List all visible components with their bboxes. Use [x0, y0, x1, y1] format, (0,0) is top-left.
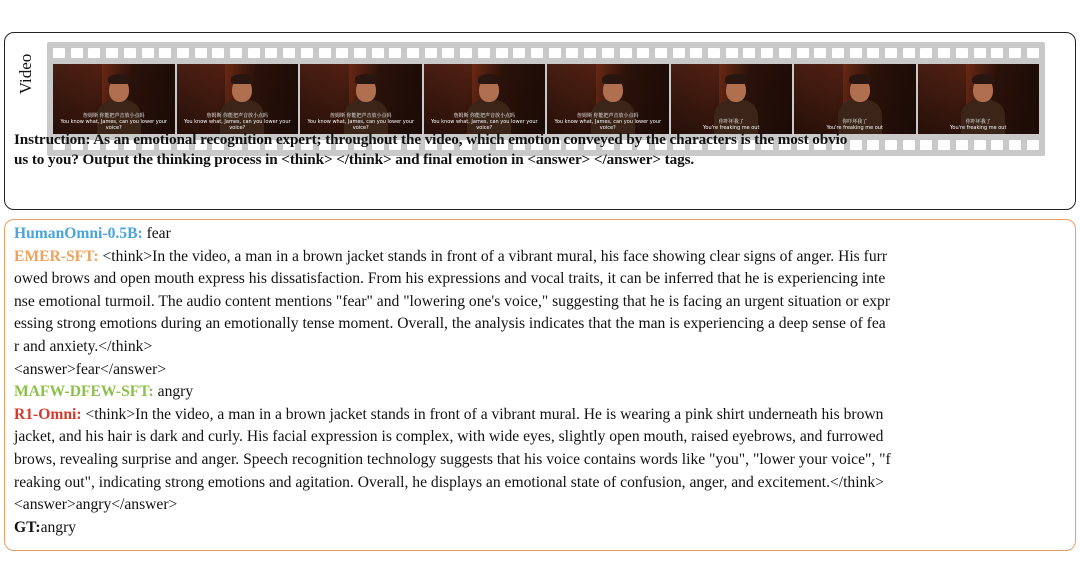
- frame-subtitle-cn: 詹姆斯 你能把声音放小点吗: [576, 113, 639, 119]
- sprocket-hole: [779, 48, 791, 58]
- sprocket-hole: [106, 48, 118, 58]
- sprocket-hole: [389, 48, 401, 58]
- response-text: <think>In the video, a man in a brown jacket stands in front of a vibrant mural, his face showing clear signs of anger. His furr: [98, 247, 888, 265]
- response-text: angry: [153, 383, 194, 401]
- frame-subtitle-en: You know what, James, can you lower your voice?: [430, 119, 538, 131]
- model-label-humanomni: HumanOmni-0.5B:: [14, 225, 143, 242]
- sprocket-hole: [159, 48, 171, 58]
- video-frame: [918, 64, 1040, 134]
- sprocket-hole: [956, 48, 968, 58]
- sprocket-hole: [708, 48, 720, 58]
- response-line: jacket, and his hair is dark and curly. His facial expression is complex, with wide eyes, slightly open mouth, raised eyebrows, and furrowed: [14, 428, 884, 446]
- video-frames: [53, 64, 1039, 134]
- frame-subtitle-cn: 你吓坏我了: [965, 119, 991, 125]
- sprocket-hole: [496, 48, 508, 58]
- filmstrip-sprocket-holes-top: [53, 48, 1039, 58]
- response-r1-omni: [14, 404, 1072, 427]
- frame-subtitle-cn: 你吓坏我了: [718, 119, 744, 125]
- sprocket-hole: [743, 48, 755, 58]
- frame-subtitle-en: You're freaking me out: [826, 125, 883, 131]
- instruction-line-1: Instruction: As an emotional recognition expert; throughout the video, which emotion conveyed by the characters is the most obvio: [14, 131, 848, 148]
- response-line: essing strong emotions during an emotionally tense moment. Overall, the analysis indicates that the man is experiencing a deep sense of fea: [14, 315, 886, 333]
- video-frame: [53, 64, 175, 134]
- sprocket-hole: [460, 48, 472, 58]
- sprocket-hole: [442, 48, 454, 58]
- frame-subtitle: [300, 113, 422, 131]
- sprocket-hole: [726, 48, 738, 58]
- sprocket-hole: [1009, 48, 1021, 58]
- frame-subtitle-cn: 詹姆斯 你能把声音放小点吗: [453, 113, 516, 119]
- sprocket-hole: [549, 48, 561, 58]
- sprocket-hole: [867, 48, 879, 58]
- sprocket-hole: [212, 48, 224, 58]
- frame-subtitle-en: You're freaking me out: [703, 125, 760, 131]
- response-answer: <answer>angry</answer>: [14, 496, 178, 514]
- sprocket-hole: [53, 48, 65, 58]
- response-line: nse emotional turmoil. The audio content mentions "fear" and "lowering one's voice," suggesting that he is facing an urgent situation or expr: [14, 292, 891, 310]
- sprocket-hole: [478, 48, 490, 58]
- sprocket-hole: [407, 48, 419, 58]
- response-line: r and anxiety.</think>: [14, 337, 153, 355]
- sprocket-hole: [797, 48, 809, 58]
- frame-subtitle-en: You're freaking me out: [950, 125, 1007, 131]
- sprocket-hole: [566, 48, 578, 58]
- frame-subtitle-cn: 你吓坏我了: [842, 119, 868, 125]
- sprocket-hole: [832, 48, 844, 58]
- video-frame: [671, 64, 793, 134]
- sprocket-hole: [974, 48, 986, 58]
- sprocket-hole: [637, 48, 649, 58]
- sprocket-hole: [425, 48, 437, 58]
- sprocket-hole: [265, 48, 277, 58]
- frame-subtitle-en: You know what, James, can you lower your voice?: [554, 119, 662, 131]
- instruction-text: [14, 130, 1069, 170]
- model-label-mafw-dfew-sft: MAFW-DFEW-SFT:: [14, 383, 154, 401]
- sprocket-hole: [319, 48, 331, 58]
- sprocket-hole: [71, 48, 83, 58]
- sprocket-hole: [513, 48, 525, 58]
- sprocket-hole: [938, 48, 950, 58]
- frame-subtitle-cn: 詹姆斯 你能把声音放小点吗: [329, 113, 392, 119]
- sprocket-hole: [195, 48, 207, 58]
- gt-value: angry: [40, 518, 77, 536]
- video-frame: [177, 64, 299, 134]
- response-emer-sft: [14, 246, 1072, 269]
- model-label-r1-omni: R1-Omni:: [14, 405, 82, 423]
- sprocket-hole: [850, 48, 862, 58]
- sprocket-hole: [690, 48, 702, 58]
- frame-subtitle: [424, 113, 546, 131]
- sprocket-hole: [903, 48, 915, 58]
- model-responses: [14, 223, 1072, 539]
- sprocket-hole: [248, 48, 260, 58]
- sprocket-hole: [531, 48, 543, 58]
- sprocket-hole: [177, 48, 189, 58]
- frame-subtitle-en: You know what, James, can you lower your voice?: [183, 119, 291, 131]
- sprocket-hole: [814, 48, 826, 58]
- video-frame: [547, 64, 669, 134]
- sprocket-hole: [584, 48, 596, 58]
- frame-subtitle-cn: 詹姆斯 你能把声音放小点吗: [206, 113, 269, 119]
- response-answer: <answer>fear</answer>: [14, 360, 167, 378]
- frame-subtitle: [547, 113, 669, 131]
- response-line: brows, revealing surprise and anger. Speech recognition technology suggests that his voice contains words like "you", "lower your voice", "f: [14, 450, 891, 468]
- response-line: owed brows and open mouth express his dissatisfaction. From his expressions and vocal traits, it can be inferred that he is experiencing inte: [14, 270, 886, 288]
- frame-subtitle-en: You know what, James, can you lower your voice?: [307, 119, 415, 131]
- video-frame: [794, 64, 916, 134]
- sprocket-hole: [301, 48, 313, 58]
- sprocket-hole: [920, 48, 932, 58]
- response-text: fear: [142, 225, 171, 242]
- sprocket-hole: [620, 48, 632, 58]
- video-label: Video: [16, 53, 35, 95]
- frame-subtitle: [177, 113, 299, 131]
- video-frame: [424, 64, 546, 134]
- ground-truth: [14, 517, 1072, 540]
- instruction-line-2: us to you? Output the thinking process in <think> </think> and final emotion in <answer> </answer> tags.: [14, 151, 695, 168]
- sprocket-hole: [230, 48, 242, 58]
- sprocket-hole: [761, 48, 773, 58]
- sprocket-hole: [142, 48, 154, 58]
- sprocket-hole: [283, 48, 295, 58]
- sprocket-hole: [673, 48, 685, 58]
- frame-subtitle: [53, 113, 175, 131]
- sprocket-hole: [602, 48, 614, 58]
- response-line: reaking out", indicating strong emotions and agitation. Overall, he displays an emotional state of confusion, anger, and excitement.</think>: [14, 473, 884, 491]
- sprocket-hole: [1027, 48, 1039, 58]
- response-text: <think>In the video, a man in a brown jacket stands in front of a vibrant mural. He is wearing a pink shirt underneath his brown: [81, 405, 884, 423]
- sprocket-hole: [991, 48, 1003, 58]
- sprocket-hole: [124, 48, 136, 58]
- sprocket-hole: [655, 48, 667, 58]
- frame-subtitle-cn: 詹姆斯 你能把声音放小点吗: [82, 113, 145, 119]
- response-humanomni: [14, 223, 1072, 246]
- sprocket-hole: [372, 48, 384, 58]
- response-mafw-dfew-sft: [14, 381, 1072, 404]
- sprocket-hole: [336, 48, 348, 58]
- model-label-emer-sft: EMER-SFT:: [14, 247, 99, 265]
- sprocket-hole: [885, 48, 897, 58]
- frame-subtitle-en: You know what, James, can you lower your voice?: [60, 119, 168, 131]
- sprocket-hole: [354, 48, 366, 58]
- gt-label: GT:: [14, 518, 41, 536]
- sprocket-hole: [88, 48, 100, 58]
- video-frame: [300, 64, 422, 134]
